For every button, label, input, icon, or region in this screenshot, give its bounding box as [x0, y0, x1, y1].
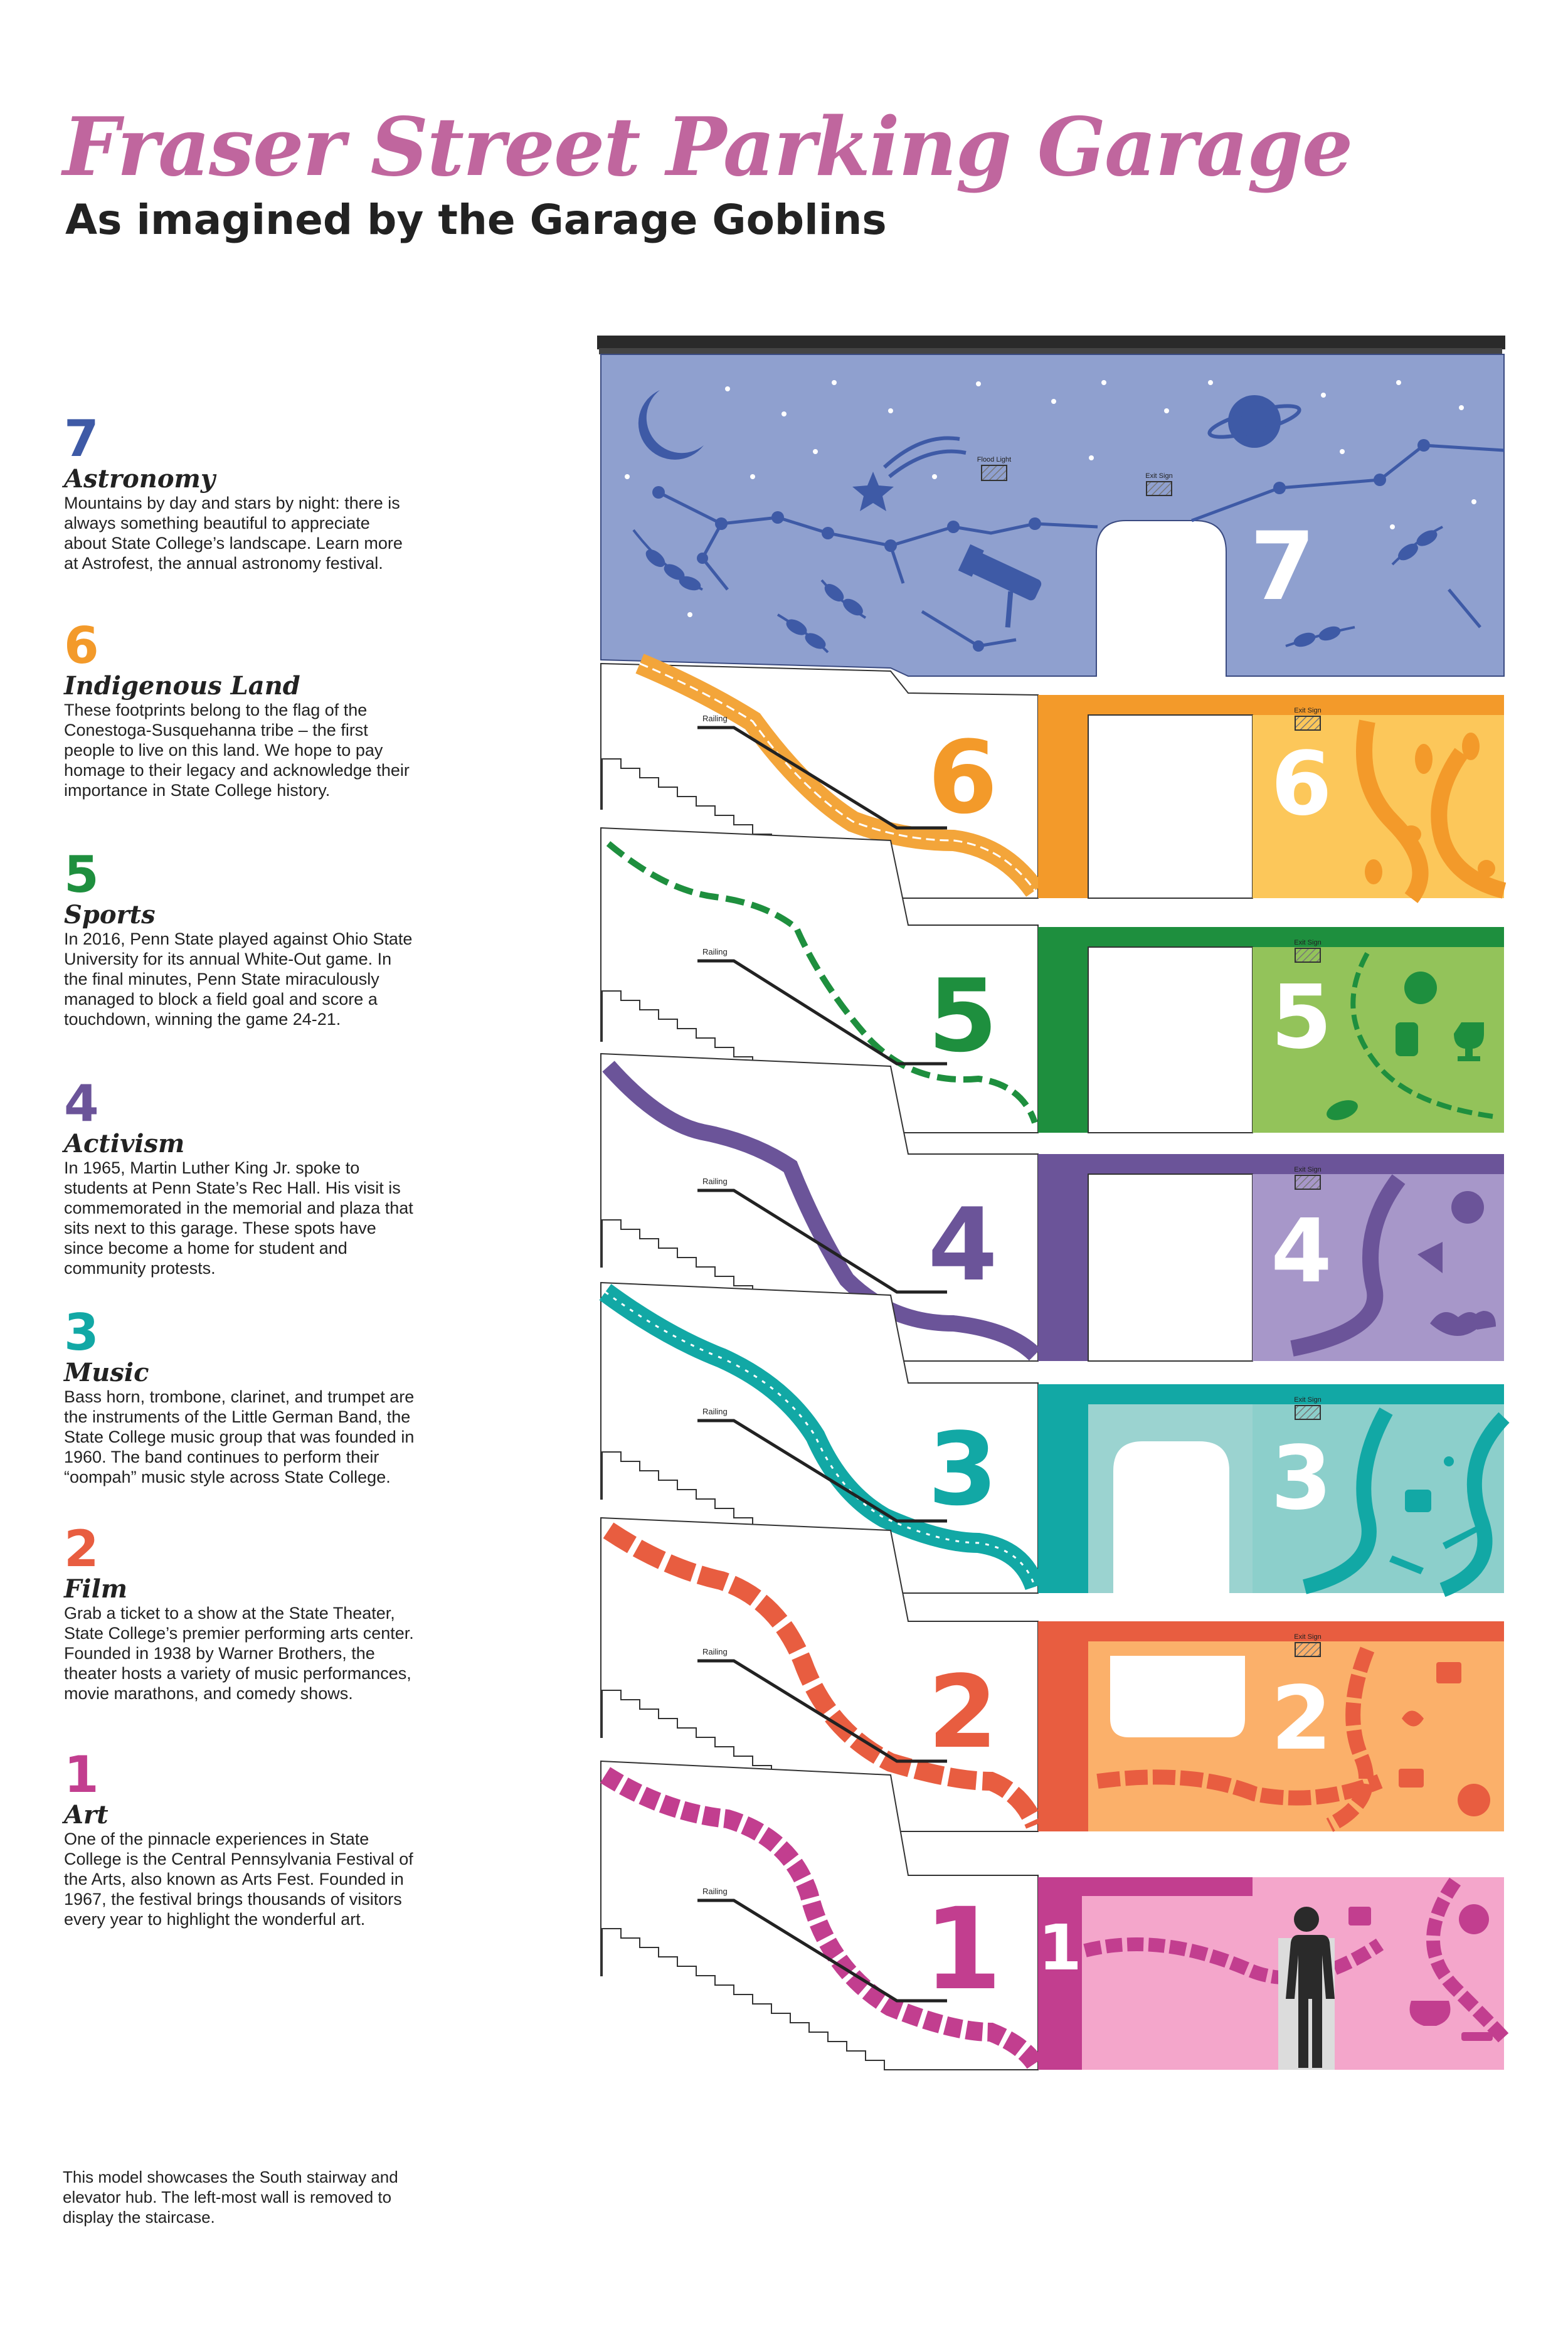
floor-3-lobby-wall: [1088, 1404, 1253, 1593]
floor-5-elevator-column: [1038, 927, 1088, 1133]
roof-bar-edge: [599, 348, 1502, 354]
legend-name: Music: [64, 1358, 149, 1387]
exit-sign-label: Exit Sign: [1294, 1633, 1322, 1641]
floor-4-door-gap: [1088, 1174, 1253, 1361]
legend-description: Grab a ticket to a show at the State Theater, State College’s premier performing arts center. Founded in 1938 by Warner Brothers, the theater hosts a variety of music performances, movie marathons, and comedy shows.: [64, 1604, 414, 1703]
railing-label: Railing: [702, 1407, 728, 1416]
floor-4-elevator-column: [1038, 1154, 1088, 1361]
floor-1-column-number: 1: [1038, 1911, 1082, 1984]
legend-description: In 2016, Penn State played against Ohio State University for its annual White-Out game. In the final minutes, Penn State miraculously managed to block a field goal and score a touchdown, winning the game 24-21.: [64, 930, 413, 1029]
floor-1-lobby-wall: [1082, 1896, 1253, 2070]
floor-3-elevator-column: [1038, 1384, 1088, 1593]
legend-name: Sports: [64, 900, 156, 930]
legend-number: 4: [64, 1074, 99, 1133]
page-title: Fraser Street Parking Garage: [63, 100, 1352, 194]
exit-sign-label: Exit Sign: [1294, 939, 1322, 946]
floor-6-wall-number: 6: [1271, 733, 1332, 835]
exit-sign-4: [1294, 1166, 1321, 1189]
railing-label: Railing: [702, 1177, 728, 1186]
exit-sign-6: [1294, 707, 1321, 730]
exit-sign-label: Exit Sign: [1294, 1396, 1322, 1404]
exit-sign-7: [1145, 472, 1172, 495]
floor-2-lobby-wall: [1088, 1641, 1253, 1831]
legend-name: Film: [64, 1574, 128, 1604]
legend-number: 3: [64, 1303, 99, 1362]
flood-light-label: Flood Light: [977, 456, 1012, 464]
railing-label: Railing: [702, 1887, 728, 1896]
floor-5-wall-number: 5: [1271, 967, 1332, 1069]
exit-sign-5: [1294, 939, 1321, 962]
floor-7-astronomy: [601, 354, 1504, 676]
floor-5-door-gap: [1088, 947, 1253, 1133]
legend-number: 6: [64, 617, 99, 675]
legend-number: 2: [64, 1520, 99, 1578]
floor-2-beam: [1038, 1621, 1504, 1641]
floor-6-elevator-column: [1038, 695, 1088, 898]
legend-description: Bass horn, trombone, clarinet, and trumpet are the instruments of the Little German Band, the State College music group that was founded in 1960. The band continues to perform their “oompah” music style across State College.: [64, 1387, 415, 1486]
floor-6-beam: [1038, 695, 1504, 715]
legend-description: One of the pinnacle experiences in State College is the Central Pennsylvania Festival of the Arts, also known as Arts Fest. Founded in 1967, the festival brings thousands of visitors every year to highlight the wonderful art.: [64, 1830, 413, 1929]
exit-sign-label: Exit Sign: [1294, 1166, 1322, 1173]
floor-4-wall-number: 4: [1271, 1200, 1332, 1303]
floor-3-wall-number: 3: [1271, 1428, 1332, 1530]
floor-4-beam: [1038, 1154, 1504, 1174]
floor-6-number: 6: [928, 719, 998, 836]
flood-light: [977, 456, 1011, 480]
legend-description: Mountains by day and stars by night: there is always something beautiful to appreciate about State College’s landscape. Learn more at Astrofest, the annual astronomy festival.: [64, 494, 403, 573]
floor-1-number: 1: [923, 1884, 1002, 2015]
floor-3-beam: [1038, 1384, 1504, 1404]
legend-number: 1: [64, 1745, 99, 1804]
legend-name: Art: [64, 1800, 109, 1830]
floor-1-beam: [1082, 1877, 1253, 1896]
legend-name: Astronomy: [64, 464, 216, 494]
floor-5-number: 5: [928, 957, 998, 1074]
exit-sign-2: [1294, 1633, 1321, 1656]
railing-label: Railing: [702, 1647, 728, 1656]
floor-6-door-gap: [1088, 715, 1253, 898]
floor-2-number: 2: [928, 1653, 998, 1771]
legend-name: Indigenous Land: [64, 671, 300, 701]
railing-label: Railing: [702, 947, 728, 956]
exit-sign-3: [1294, 1396, 1321, 1419]
footnote: This model showcases the South stairway and elevator hub. The left-most wall is removed to display the staircase.: [63, 2168, 398, 2227]
railing-label: Railing: [702, 714, 728, 723]
floor-2-elevator-column: [1038, 1621, 1088, 1831]
exit-sign-label: Exit Sign: [1145, 472, 1173, 480]
floor-3-number: 3: [928, 1411, 998, 1528]
legend-number: 7: [64, 410, 99, 468]
page-subtitle: As imagined by the Garage Goblins: [65, 196, 887, 244]
floor-4-number: 4: [928, 1186, 998, 1303]
legend-description: These footprints belong to the flag of the Conestoga-Susquehanna tribe – the first people to live on this land. We hope to pay homage to their legacy and acknowledge their importance in State College history.: [64, 701, 410, 800]
legend-number: 5: [64, 845, 99, 904]
legend-description: In 1965, Martin Luther King Jr. spoke to students at Penn State’s Rec Hall. His visit is commemorated in the memorial and plaza that sits next to this garage. These spots have since become a home for student and community protests.: [64, 1158, 413, 1278]
floor-7-number: 7: [1249, 512, 1316, 622]
floor-5-beam: [1038, 927, 1504, 947]
legend-name: Activism: [64, 1129, 185, 1158]
roof-bar: [597, 336, 1505, 349]
exit-sign-label: Exit Sign: [1294, 707, 1322, 714]
floor-2-wall-number: 2: [1271, 1668, 1332, 1770]
